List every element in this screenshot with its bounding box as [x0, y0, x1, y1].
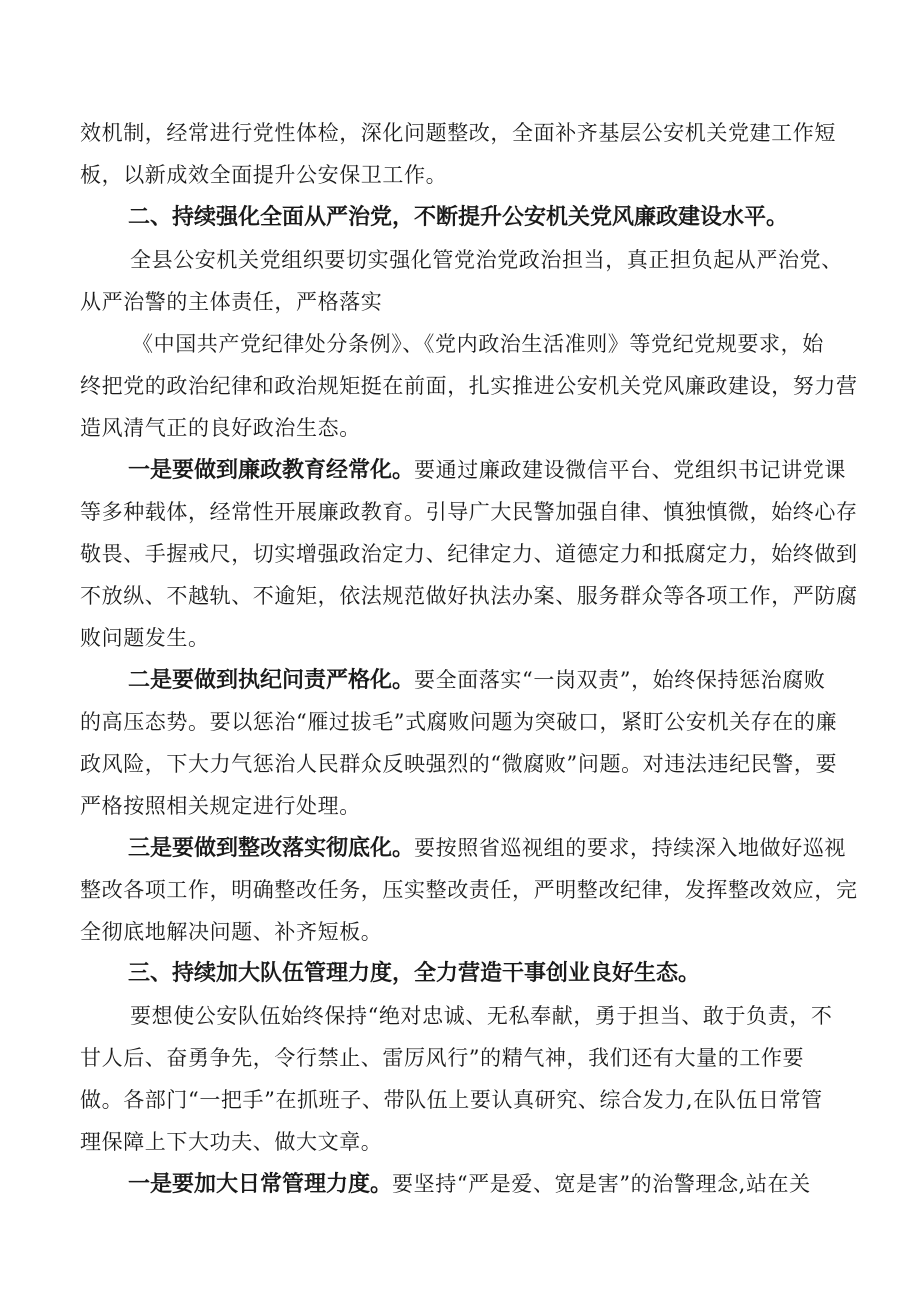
paragraph-5-line-1: [128, 833, 846, 864]
paragraph-3-line-5: 败问题发生。: [80, 626, 210, 650]
paragraph-5-line-2: 整改各项工作，明确整改任务，压实整改责任，严明整改纪律，发挥整改效应，完: [80, 878, 858, 902]
paragraph-7-line-1: [128, 1169, 811, 1200]
paragraph-3-lead: 一是要做到廉政教育经常化。: [128, 458, 415, 483]
paragraph-2-line-5: 造风清气正的良好政治生态。: [80, 416, 361, 440]
paragraph-6-line-1: 要想使公安队伍始终保持“绝对忠诚、无私奉献，勇于担当、敢于负责，不: [130, 1004, 833, 1028]
paragraph-4-line-4: 严格按照相关规定进行处理。: [80, 794, 361, 818]
paragraph-4-lead: 二是要做到执纪问责严格化。: [128, 668, 415, 693]
section-2-heading: 二、持续强化全面从严治党，不断提升公安机关党风廉政建设水平。: [128, 205, 789, 230]
paragraph-4-line-1-text: 要全面落实“一岗双责”，始终保持惩治腐败: [414, 668, 826, 692]
paragraph-6-line-3: 做。各部门“一把手”在抓班子、带队伍上要认真研究、综合发力,在队伍日常管: [80, 1088, 823, 1112]
paragraph-3-line-3: 敬畏、手握戒尺，切实增强政治定力、纪律定力、道德定力和抵腐定力，始终做到: [80, 542, 858, 566]
paragraph-4-line-3: 政风险，下大力气惩治人民群众反映强烈的“微腐败”问题。对违法违纪民警，要: [80, 752, 838, 776]
paragraph-2-line-3: 《中国共产党纪律处分条例》、《党内政治生活准则》等党纪党规要求，始: [132, 332, 824, 356]
paragraph-6-line-4: 理保障上下大功夫、做大文章。: [80, 1130, 383, 1154]
paragraph-5-line-1-text: 要按照省巡视组的要求，持续深入地做好巡视: [414, 836, 847, 860]
paragraph-3-line-2: 等多种载体，经常性开展廉政教育。引导广大民警加强自律、慎独慎微，始终心存: [80, 500, 858, 524]
paragraph-3-line-1-text: 要通过廉政建设微信平台、党组织书记讲党课: [414, 458, 847, 482]
section-3-heading: 三、持续加大队伍管理力度，全力营造干事创业良好生态。: [128, 961, 701, 986]
paragraph-5-line-3: 全彻底地解决问题、补齐短板。: [80, 920, 383, 944]
paragraph-2-line-2: 从严治警的主体责任，严格落实: [80, 290, 383, 314]
paragraph-4-line-1: [128, 665, 826, 696]
paragraph-4-line-2: 的高压态势。要以惩治“雁过拔毛”式腐败问题为突破口，紧盯公安机关存在的廉: [80, 710, 838, 734]
paragraph-3-line-1: [128, 455, 846, 486]
paragraph-6-line-2: 甘人后、奋勇争先，令行禁止、雷厉风行”的精气神，我们还有大量的工作要: [80, 1046, 805, 1070]
paragraph-7-lead: 一是要加大日常管理力度。: [128, 1172, 393, 1197]
paragraph-1-line-1: 效机制，经常进行党性体检，深化问题整改，全面补齐基层公安机关党建工作短: [80, 121, 836, 145]
paragraph-3-line-4: 不放纵、不越轨、不逾矩，依法规范做好执法办案、服务群众等各项工作，严防腐: [80, 584, 858, 608]
paragraph-7-line-1-text: 要坚持“严是爱、宽是害”的治警理念,站在关: [392, 1172, 811, 1196]
paragraph-5-lead: 三是要做到整改落实彻底化。: [128, 836, 415, 861]
paragraph-2-line-4: 终把党的政治纪律和政治规矩挺在前面，扎实推进公安机关党风廉政建设，努力营: [80, 374, 858, 398]
paragraph-2-line-1: 全县公安机关党组织要切实强化管党治党政治担当，真正担负起从严治党、: [130, 248, 843, 272]
paragraph-1-line-2: 板，以新成效全面提升公安保卫工作。: [80, 163, 448, 187]
